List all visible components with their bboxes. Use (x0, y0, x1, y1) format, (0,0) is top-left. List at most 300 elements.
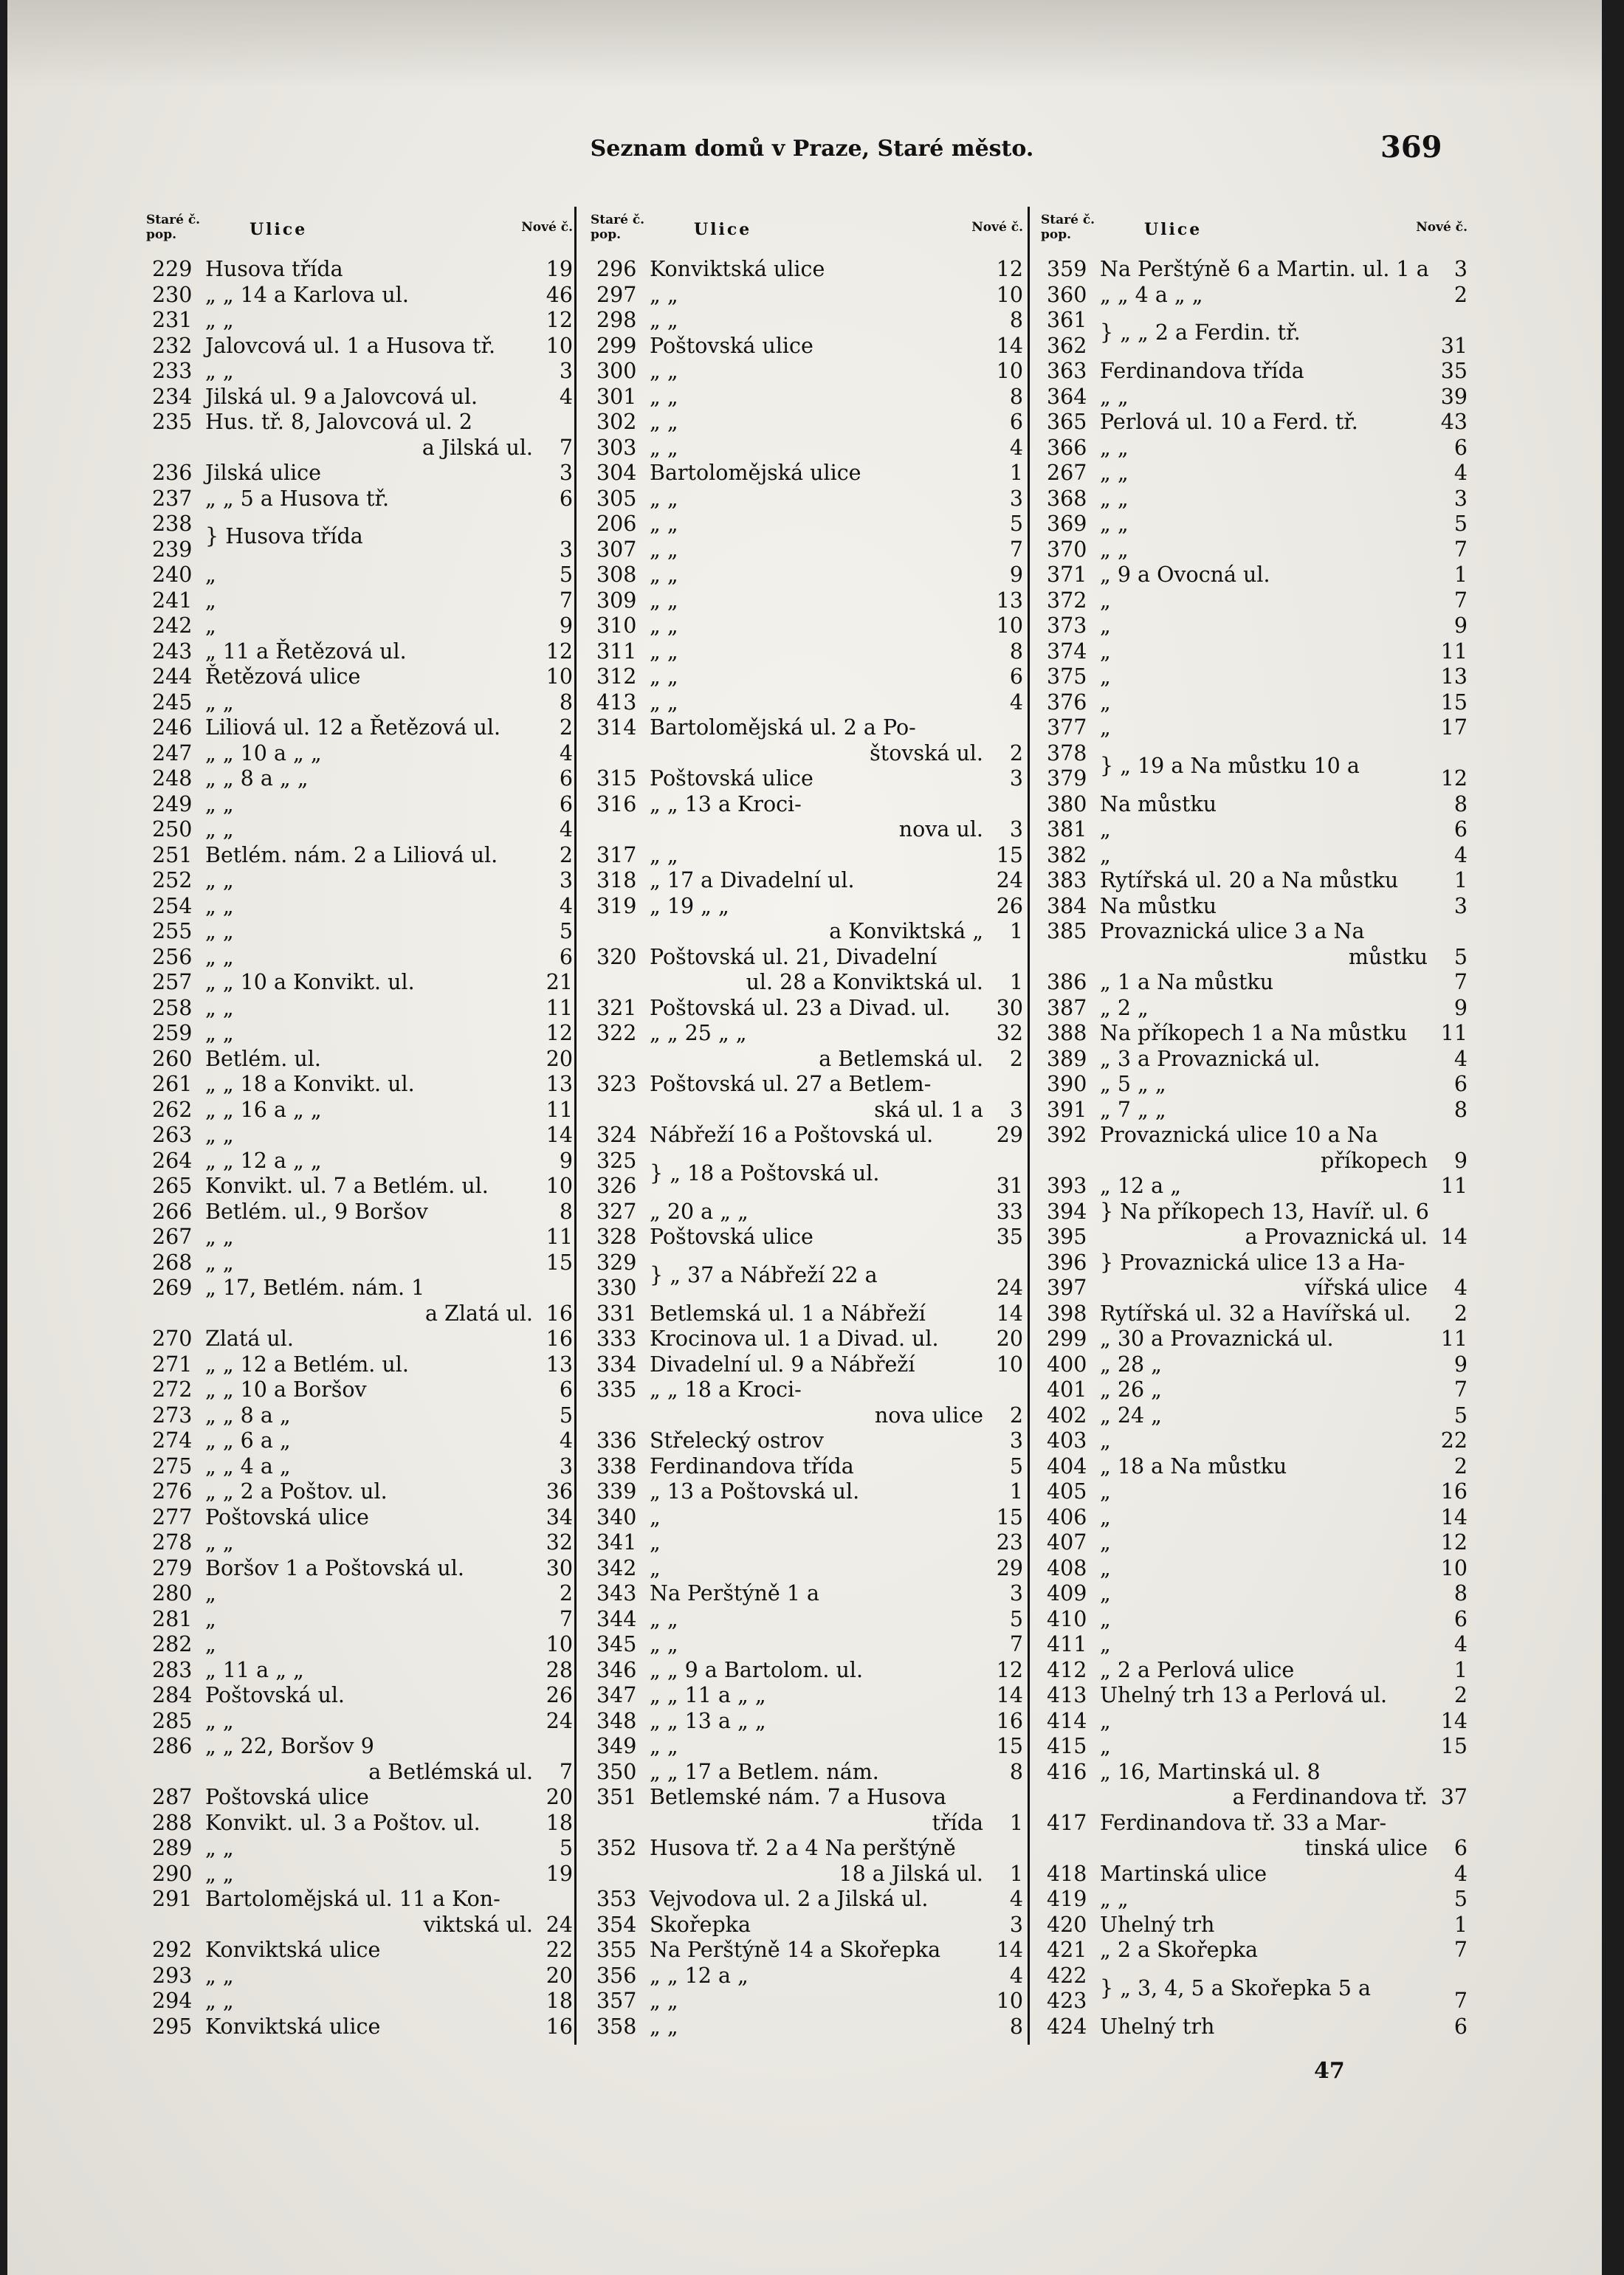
list-item (1041, 1377, 1468, 1403)
new-number: 22 (1440, 1428, 1468, 1453)
new-number: 6 (559, 944, 573, 969)
new-number: 6 (1453, 1836, 1468, 1860)
street-name (205, 792, 533, 818)
new-number: 3 (559, 537, 573, 562)
old-number (596, 436, 648, 461)
old-number-value: 354 (596, 1912, 637, 1937)
new-number: 7 (1009, 537, 1023, 562)
list-item (146, 639, 573, 665)
list-item (1041, 1913, 1468, 1938)
list-item (146, 486, 573, 512)
new-number: 4 (1453, 1046, 1468, 1071)
old-number (1047, 1734, 1098, 1760)
street-name (650, 1530, 983, 1556)
list-item (146, 1123, 573, 1149)
old-number-value: 265 (152, 1174, 193, 1198)
old-number-value: 274 (152, 1428, 193, 1453)
old-number (1047, 1428, 1098, 1454)
header-pop: pop. (591, 227, 622, 242)
street-text: „ „ (1100, 1887, 1129, 1911)
street-text: } Provaznická ulice 13 a Ha- (1100, 1250, 1405, 1275)
street-text: „ „ (650, 512, 678, 536)
old-number-value: 314 (596, 715, 637, 740)
new-number: 26 (546, 1683, 573, 1707)
street-text: „ „ 10 a Konvikt. ul. (205, 970, 415, 994)
street-text-continued: a Zlatá ul. (425, 1301, 533, 1326)
list-item (1041, 1811, 1468, 1862)
street-text: Martinská ulice (1100, 1861, 1267, 1886)
street-name (1100, 754, 1428, 779)
old-number (596, 639, 648, 665)
street-name (205, 1505, 533, 1531)
old-number (1047, 868, 1098, 894)
list-item (1041, 1352, 1468, 1378)
street-text: „ „ (205, 689, 234, 715)
new-number: 20 (546, 1046, 573, 1071)
street-name (1100, 257, 1428, 283)
old-number (152, 2014, 204, 2040)
new-number: 46 (546, 282, 573, 307)
old-number (152, 512, 204, 562)
old-number-value: 258 (152, 995, 193, 1020)
street-text-continued: a Jilská ul. (422, 435, 533, 460)
list-item (1041, 1454, 1468, 1480)
old-number-value: 416 (1047, 1759, 1087, 1784)
list-item (146, 1276, 573, 1326)
list-item (591, 1352, 1023, 1378)
list-item (146, 613, 573, 639)
old-number (1047, 588, 1098, 614)
new-number: 5 (559, 1402, 573, 1428)
old-number (596, 410, 648, 436)
old-number (152, 1276, 204, 1301)
list-item (146, 1225, 573, 1250)
street-text: Ferdinandova tř. 33 a Mar- (1100, 1810, 1387, 1835)
header-ulice: Ulice (250, 220, 308, 239)
old-number-value: 316 (596, 791, 637, 816)
list-item (591, 613, 1023, 639)
old-number (596, 1505, 648, 1531)
new-number: 6 (1453, 435, 1468, 460)
old-number-value: 233 (152, 359, 193, 383)
street-text: „ „ (205, 1963, 234, 1988)
old-number (1047, 1352, 1098, 1378)
new-number: 15 (996, 1504, 1023, 1529)
street-name (1100, 1607, 1428, 1633)
old-number-value: 372 (1047, 588, 1087, 613)
list-item (1041, 919, 1468, 970)
street-text: Poštovská ul. 23 a Divad. ul. (650, 995, 951, 1020)
old-number (152, 1530, 204, 1556)
old-number (1047, 1403, 1098, 1429)
new-number: 13 (1440, 664, 1468, 689)
street-name (205, 715, 533, 741)
new-number: 4 (1009, 435, 1023, 460)
street-text: „ „ 22, Boršov 9 (205, 1734, 374, 1758)
street-name (205, 1479, 533, 1505)
old-number (1047, 664, 1098, 690)
old-number (1047, 919, 1098, 945)
old-number-value: 350 (596, 1759, 637, 1784)
street-name (205, 1072, 533, 1098)
new-number: 9 (1453, 1352, 1468, 1377)
street-text: „ 26 „ (1100, 1377, 1162, 1402)
list-item (591, 1836, 1023, 1887)
street-text: „ (1100, 842, 1111, 867)
old-number (1047, 843, 1098, 869)
new-number-value: 32 (996, 1021, 1023, 1045)
old-number (1047, 385, 1098, 410)
list-item (146, 1479, 573, 1505)
old-number-value: 368 (1047, 486, 1087, 511)
street-name (1100, 1250, 1428, 1301)
list-item (591, 1556, 1023, 1582)
street-text: „ „ (1100, 435, 1129, 460)
list-item (146, 1047, 573, 1073)
street-name (1100, 1123, 1428, 1174)
old-number-value: 330 (596, 1276, 637, 1300)
old-number (596, 1709, 648, 1735)
street-name (205, 1862, 533, 1887)
old-number (152, 1785, 204, 1811)
street-name (1100, 512, 1428, 537)
list-item (1041, 410, 1468, 436)
old-number-value: 297 (596, 282, 637, 307)
list-item (591, 1658, 1023, 1684)
street-name (650, 436, 983, 461)
street-text: Konviktská ulice (205, 2014, 381, 2039)
street-name (650, 843, 983, 869)
street-text: Poštovská ulice (650, 1225, 813, 1249)
list-item (1041, 1326, 1468, 1352)
street-name (1100, 1326, 1428, 1352)
old-number (596, 1530, 648, 1556)
new-number: 12 (546, 639, 573, 664)
list-item (1041, 308, 1468, 359)
page-header-title: Seznam domů v Praze, Staré město. (590, 136, 1034, 162)
list-item (591, 1326, 1023, 1352)
street-text: „ „ (205, 919, 234, 943)
new-number: 6 (1453, 2014, 1468, 2039)
list-item (1041, 283, 1468, 309)
street-text: Divadelní ul. 9 a Nábřeží (650, 1352, 915, 1377)
old-number-value: 346 (596, 1657, 637, 1682)
old-number-value: 269 (152, 1276, 193, 1300)
street-text: „ „ (650, 486, 678, 511)
street-name (205, 1454, 533, 1480)
new-number: 3 (559, 1453, 573, 1479)
street-name (205, 1428, 533, 1454)
new-number: 35 (1440, 359, 1468, 383)
old-number-value: 270 (152, 1326, 193, 1351)
list-item (146, 817, 573, 843)
list-item (1041, 1887, 1468, 1913)
new-number: 14 (546, 1123, 573, 1147)
list-item (146, 715, 573, 741)
street-text: „ (205, 588, 216, 613)
new-number: 20 (546, 1963, 573, 1988)
list-item (1041, 817, 1468, 843)
street-text-continued: nova ul. (898, 817, 983, 841)
column-divider (1028, 207, 1030, 2045)
old-number (596, 945, 648, 971)
old-number (596, 588, 648, 614)
old-number (1047, 970, 1098, 996)
list-item (1041, 1632, 1468, 1658)
old-number (1047, 1683, 1098, 1709)
old-number (152, 1862, 204, 1887)
list-item (591, 1123, 1023, 1149)
list-item (146, 1377, 573, 1403)
new-number: 1 (1009, 461, 1023, 485)
street-text: Skořepka (650, 1912, 751, 1937)
old-number-value: 241 (152, 588, 193, 613)
old-number-value: 301 (596, 384, 637, 409)
old-number (1047, 1301, 1098, 1327)
old-number-value: 386 (1047, 970, 1087, 994)
list-item (146, 588, 573, 614)
old-number (1047, 1250, 1098, 1301)
list-item (146, 410, 573, 461)
new-number: 3 (1009, 1097, 1023, 1122)
list-item (1041, 1530, 1468, 1556)
list-item (1041, 1938, 1468, 1963)
header-pop: pop. (1041, 227, 1072, 242)
new-number: 12 (1440, 766, 1468, 791)
new-number: 7 (1453, 970, 1468, 994)
old-number-value: 422 (1047, 1963, 1087, 1988)
old-number-value: 342 (596, 1555, 637, 1580)
new-number: 31 (996, 1174, 1023, 1198)
new-number: 28 (546, 1657, 573, 1682)
old-number-value: 353 (596, 1887, 637, 1911)
street-name (205, 2014, 533, 2040)
new-number: 19 (546, 257, 573, 281)
new-number: 4 (1453, 1861, 1468, 1886)
old-number (596, 1581, 648, 1607)
list-item (146, 741, 573, 767)
old-number-value: 262 (152, 1097, 193, 1122)
street-name (650, 257, 983, 283)
old-number-value: 411 (1047, 1632, 1087, 1656)
street-text: } Husova třída (205, 524, 363, 548)
old-number-value: 370 (1047, 537, 1087, 562)
new-number: 5 (1009, 512, 1023, 536)
old-number (1047, 257, 1098, 283)
new-number: 6 (559, 766, 573, 791)
old-number (152, 562, 204, 588)
street-name (1100, 1938, 1428, 1963)
new-number: 1 (1009, 1861, 1023, 1886)
new-number: 2 (1453, 1301, 1468, 1326)
new-number: 34 (546, 1504, 573, 1529)
old-number (152, 843, 204, 869)
list-item (146, 1149, 573, 1174)
new-number: 30 (546, 1555, 573, 1580)
old-number-value: 345 (596, 1632, 637, 1656)
list-item (146, 1836, 573, 1862)
old-number (1047, 461, 1098, 486)
old-number-value: 231 (152, 308, 193, 332)
list-item (1041, 1607, 1468, 1633)
new-number: 29 (996, 1123, 1023, 1147)
new-number: 39 (1440, 384, 1468, 409)
old-number-value: 278 (152, 1530, 193, 1555)
new-number: 10 (996, 613, 1023, 638)
new-number: 5 (1009, 1606, 1023, 1631)
old-number-value: 341 (596, 1530, 637, 1555)
old-number (152, 1072, 204, 1098)
new-number: 5 (1453, 1402, 1468, 1428)
old-number (152, 1607, 204, 1633)
new-number: 4 (1453, 461, 1468, 485)
old-number (152, 970, 204, 996)
street-text-continued: a Betlémská ul. (368, 1759, 533, 1784)
old-number (1047, 817, 1098, 843)
new-number: 10 (996, 1352, 1023, 1377)
list-item (1041, 1658, 1468, 1684)
old-number (596, 1454, 648, 1480)
new-number: 18 (546, 1810, 573, 1835)
list-item (591, 1785, 1023, 1836)
old-number-value: 251 (152, 842, 193, 867)
old-number-value: 402 (1047, 1402, 1087, 1428)
street-text: Poštovská ulice (205, 1504, 369, 1529)
street-name (205, 1098, 533, 1123)
list-item (146, 894, 573, 920)
new-number-value: 2 (1009, 1046, 1023, 1071)
old-number (152, 1581, 204, 1607)
new-number: 16 (1440, 1479, 1468, 1504)
new-number: 8 (1009, 308, 1023, 332)
old-number (596, 512, 648, 537)
street-name (205, 410, 533, 461)
old-number-value: 404 (1047, 1453, 1087, 1479)
list-item (1041, 537, 1468, 563)
old-number-value: 361 (1047, 308, 1087, 332)
old-number (152, 766, 204, 792)
new-number: 6 (559, 1377, 573, 1402)
new-number: 19 (546, 1861, 573, 1886)
list-item (591, 868, 1023, 894)
street-name (650, 894, 983, 945)
new-number: 5 (559, 1836, 573, 1860)
new-number: 11 (546, 995, 573, 1020)
street-name (205, 741, 533, 767)
old-number-value: 359 (1047, 257, 1087, 281)
list-item (591, 1200, 1023, 1225)
old-number (152, 257, 204, 283)
old-number (596, 359, 648, 385)
list-item (591, 359, 1023, 385)
list-item (1041, 1862, 1468, 1887)
old-number-value: 403 (1047, 1428, 1087, 1453)
old-number (152, 919, 204, 945)
old-number (1047, 1760, 1098, 1786)
street-text: „ (1100, 613, 1111, 638)
street-name (1100, 894, 1428, 920)
new-number: 1 (1009, 1479, 1023, 1504)
list-item (1041, 2014, 1468, 2040)
old-number (1047, 1709, 1098, 1735)
list-item (1041, 843, 1468, 869)
list-item (146, 970, 573, 996)
new-number: 20 (996, 1326, 1023, 1351)
new-number: 2 (1453, 1683, 1468, 1707)
new-number: 8 (1009, 1759, 1023, 1784)
new-number: 33 (996, 1199, 1023, 1224)
old-number-value: 375 (1047, 664, 1087, 689)
old-number (152, 1887, 204, 1913)
list-item (591, 1963, 1023, 1989)
street-text: „ „ (650, 282, 678, 307)
old-number (152, 1225, 204, 1250)
old-number (1047, 1658, 1098, 1684)
new-number: 10 (546, 1632, 573, 1656)
old-number-value: 321 (596, 995, 637, 1020)
street-name (205, 1963, 533, 1989)
old-number-value: 385 (1047, 919, 1087, 943)
street-name (205, 1836, 533, 1862)
street-text: Poštovská ulice (205, 1785, 369, 1809)
street-name (205, 1530, 533, 1556)
new-number: 24 (546, 1912, 573, 1937)
street-name (205, 843, 533, 869)
street-text: „ 18 a Na můstku (1100, 1453, 1287, 1479)
list-item (1041, 741, 1468, 792)
old-number-value: 242 (152, 613, 193, 638)
street-text: Boršov 1 a Poštovská ul. (205, 1555, 464, 1580)
street-text: „ „ (650, 384, 678, 409)
street-name (205, 1149, 533, 1174)
new-number: 8 (1453, 791, 1468, 816)
new-number: 3 (1009, 817, 1023, 841)
list-item (146, 1862, 573, 1887)
street-name (650, 996, 983, 1022)
new-number: 17 (1440, 715, 1468, 740)
list-item (146, 257, 573, 283)
old-number-value: 318 (596, 868, 637, 892)
old-number (596, 1760, 648, 1786)
old-number-value: 229 (152, 257, 193, 281)
old-number (152, 385, 204, 410)
old-number-value: 244 (152, 664, 193, 689)
new-number: 5 (1453, 1887, 1468, 1911)
street-text: „ „ (650, 435, 678, 460)
old-number-value: 308 (596, 562, 637, 587)
street-text: } „ 19 a Na můstku 10 a (1100, 753, 1360, 778)
street-text: „ „ (205, 893, 234, 918)
new-number: 7 (559, 1606, 573, 1631)
old-number (1047, 690, 1098, 716)
street-name (205, 639, 533, 665)
list-item (1041, 1479, 1468, 1505)
new-number: 3 (1009, 486, 1023, 511)
new-number: 2 (1009, 740, 1023, 765)
old-number (596, 1938, 648, 1963)
book-page (7, 0, 1602, 2275)
street-name (650, 1454, 983, 1480)
street-name (1100, 1811, 1428, 1862)
old-number (152, 1836, 204, 1862)
street-text: } „ 37 a Nábřeží 22 a (650, 1262, 878, 1287)
street-text: „ 1 a Na můstku (1100, 970, 1274, 994)
old-number (152, 1174, 204, 1200)
old-number-value: 302 (596, 410, 637, 434)
street-text-continued: tinská ulice (1304, 1836, 1428, 1860)
new-number: 4 (559, 384, 573, 409)
old-number (596, 1301, 648, 1327)
